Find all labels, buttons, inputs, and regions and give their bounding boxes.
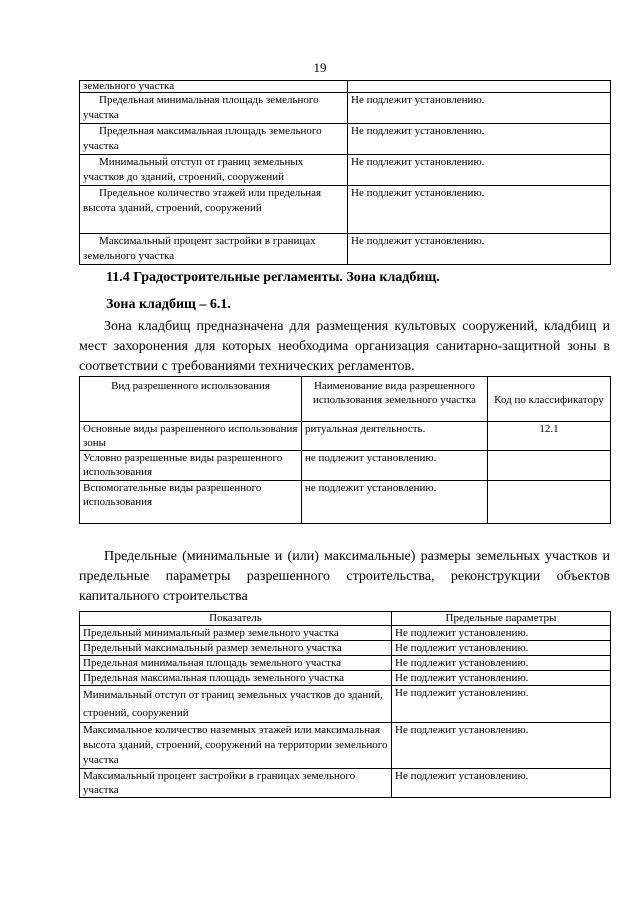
- code-cell: [488, 451, 611, 481]
- table-row: [80, 723, 611, 769]
- table-row: [80, 481, 611, 524]
- value-cell: Не подлежит установлению.: [392, 626, 611, 641]
- value-cell: Не подлежит установлению.: [348, 93, 611, 124]
- table-row: [80, 641, 611, 656]
- page-number: 19: [313, 60, 327, 75]
- table-row: [80, 769, 611, 798]
- table-row: [80, 686, 611, 723]
- column-header: Вид разрешенного использования: [80, 377, 302, 422]
- indicator-cell: Предельная максимальная площадь земельного участка: [80, 124, 348, 155]
- continued-parameters-table: [79, 80, 611, 265]
- value-cell: Не подлежит установлению.: [392, 686, 611, 723]
- indicator-cell: Предельное количество этажей или предельная высота зданий, строений, сооружений: [80, 186, 348, 234]
- indicator-cell: Предельная минимальная площадь земельного участка: [80, 93, 348, 124]
- value-cell: Не подлежит установлению.: [348, 124, 611, 155]
- table-row: [80, 451, 611, 481]
- table-row: [80, 626, 611, 641]
- value-cell: Не подлежит установлению.: [348, 186, 611, 234]
- indicator-cell: Предельный максимальный размер земельного участка: [80, 641, 392, 656]
- indicator-cell: Минимальный отступ от границ земельных участков до зданий, строений, сооружений: [80, 155, 348, 186]
- table-row: [80, 671, 611, 686]
- table-row: [80, 155, 611, 186]
- indicator-cell: Минимальный отступ от границ земельных участков до зданий, строений, сооружений: [80, 686, 392, 723]
- use-name-cell: не подлежит установлению.: [302, 451, 488, 481]
- use-name-cell: ритуальная деятельность.: [302, 422, 488, 451]
- use-type-cell: Основные виды разрешенного использования зоны: [80, 422, 302, 451]
- indicator-cell: Максимальный процент застройки в границах земельного участка: [80, 234, 348, 265]
- zone-heading: Зона кладбищ – 6.1.: [106, 297, 231, 312]
- indicator-cell: Предельная минимальная площадь земельного участка: [80, 656, 392, 671]
- table-row: [80, 656, 611, 671]
- table-header-row: [80, 612, 611, 626]
- value-cell: Не подлежит установлению.: [348, 234, 611, 265]
- value-cell: Не подлежит установлению.: [392, 656, 611, 671]
- value-cell: Не подлежит установлению.: [392, 723, 611, 769]
- indicator-cell: земельного участка: [80, 81, 348, 93]
- table-header-row: [80, 377, 611, 422]
- code-cell: 12.1: [488, 422, 611, 451]
- limits-parameters-table: [79, 611, 611, 798]
- column-header: Наименование вида разрешенного использования земельного участка: [302, 377, 488, 422]
- table-row: [80, 186, 611, 234]
- column-header: Код по классификатору: [488, 377, 611, 422]
- permitted-use-table: [79, 376, 611, 524]
- use-type-cell: Вспомогательные виды разрешенного использования: [80, 481, 302, 524]
- indicator-cell: Максимальное количество наземных этажей или максимальная высота зданий, строений, сооружений на территории земельного участка: [80, 723, 392, 769]
- value-cell: [348, 81, 611, 93]
- table-row: [80, 422, 611, 451]
- use-name-cell: не подлежит установлению.: [302, 481, 488, 524]
- zone-description: Зона кладбищ предназначена для размещения культовых сооружений, кладбищ и мест захоронения для которых необходима организация санитарно-защитной зоны в соответствии с требованиями технических регламентов.: [79, 319, 610, 374]
- indicator-cell: Предельный минимальный размер земельного участка: [80, 626, 392, 641]
- table-row: [80, 124, 611, 155]
- section-heading: 11.4 Градостроительные регламенты. Зона кладбищ.: [106, 270, 440, 285]
- table-row: [80, 93, 611, 124]
- value-cell: Не подлежит установлению.: [348, 155, 611, 186]
- value-cell: Не подлежит установлению.: [392, 769, 611, 798]
- code-cell: [488, 481, 611, 524]
- table-row: [80, 81, 611, 93]
- table-row: [80, 234, 611, 265]
- value-cell: Не подлежит установлению.: [392, 641, 611, 656]
- value-cell: Не подлежит установлению.: [392, 671, 611, 686]
- limits-description: Предельные (минимальные и (или) максимальные) размеры земельных участков и предельные параметры разрешенного строительства, реконструкции объектов капитального строительства: [79, 549, 610, 604]
- indicator-cell: Предельная максимальная площадь земельного участка: [80, 671, 392, 686]
- indicator-cell: Максимальный процент застройки в границах земельного участка: [80, 769, 392, 798]
- use-type-cell: Условно разрешенные виды разрешенного использования: [80, 451, 302, 481]
- column-header: Предельные параметры: [392, 612, 611, 626]
- column-header: Показатель: [80, 612, 392, 626]
